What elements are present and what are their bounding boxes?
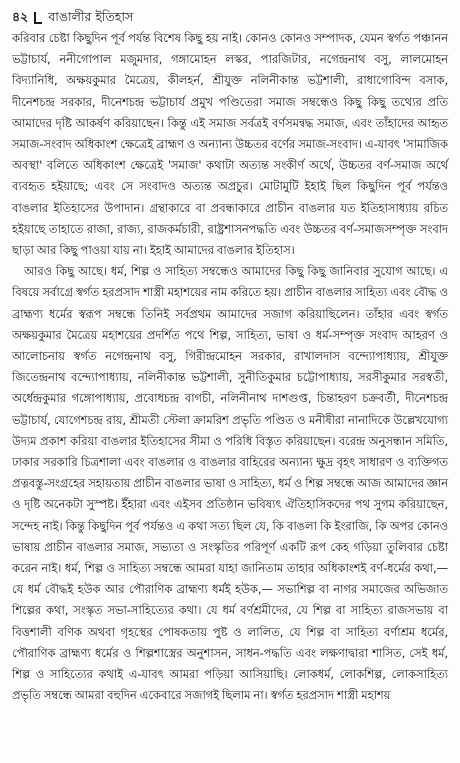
paragraph-1: করিবার চেষ্টা কিছুদিন পূর্ব পর্যন্ত বিশেষ কিছু হয় নাই। কোনও কোনও সম্পাদক, যেমন স্বর্গত পঞ্চানন ভট্টাচার্য, ননীগোপাল মজুমদার, গঙ্গামোহন লস্কর, পারজিটার, নগেন্দ্রনাথ বসু, লালমোহন বিদ্যানিধি, অক্ষয়কুমার মৈত্রেয়, কীলহর্ন, শ্রীযুক্ত নলিনীকান্ত ভট্টশালী, রাধাগোবিন্দ বসাক, দীনেশচন্দ্র সরকার, দীনেশচন্দ্র ভট্টাচার্য প্রমুখ পণ্ডিতেরা সমাজ সম্বন্ধেও কিছু কিছু তথ্যের প্রতি আমাদের দৃষ্টি আকর্ষণ করিয়াছেন। কিন্তু এই সমাজ সর্বত্রই বর্ণসমন্বদ্ধ সমাজ, এবং তাঁহাদের আহৃত সমাজ-সংবাদ অধিকাংশ ক্ষেত্রেই ব্রাহ্মণ ও অন্যান্য উচ্চতর বর্ণের সমাজ-সংবাদ। এ-যাবৎ 'সামাজিক অবস্থা' বলিতে অধিকাংশ ক্ষেত্রেই 'সমাজ' কথাটা অত্যন্ত সংকীর্ণ অর্থে, উচ্চতর বর্ণ-সমাজ অর্থে ব্যবহৃত হইয়াছে; এবং সে সংবাদও অত্যন্ত অপ্রচুর। মোটামুটি ইহাই ছিল কিছুদিন পূর্ব পর্যন্তও বাঙলার ইতিহাসের উপাদান। গ্রন্থাকারে বা প্রবন্ধাকারে প্রাচীন বাঙলার যত ইতিহাসাধ্যায় রচিত হইয়াছে তাহাতে রাজা, রাজ্য, রাজকর্মচারী, রাষ্ট্রশাসনপদ্ধতি এবং উচ্চতর বর্ণ-সমাজসম্পৃক্ত সংবাদ ছাড়া আর কিছু পাওয়া যায় না। ইহাই আমাদের বাঙলার ইতিহাস। — [12, 31, 448, 258]
paragraph-2: আরও কিছু আছে। ধর্ম, শিল্প ও সাহিত্য সম্বন্ধেও আমাদের কিছু কিছু জানিবার সুযোগ আছে। এ বিষয়ে সর্বাগ্রে স্বর্গত হরপ্রসাদ শাস্ত্রী মহাশয়ের নাম করিতে হয়। প্রাচীন বাঙলার সাহিত্য এবং বৌদ্ধ ও ব্রাহ্মণ্য ধর্মের স্বরূপ সম্বন্ধে তিনিই সর্বপ্রথম আমাদের সজাগ করিয়াছিলেন। তাঁহার এবং স্বর্গত অক্ষয়কুমার মৈত্রেয় মহাশয়ের প্রদর্শিত পথে শিল্প, সাহিত্য, ভাষা ও ধর্ম-সম্পৃক্ত সংবাদ আহরণ ও আলোচনায় স্বর্গত নগেন্দ্রনাথ বসু, গিরীন্দ্রমোহন সরকার, রাখালদাস বন্দ্যোপাধ্যায়, শ্রীযুক্ত জিতেন্দ্রনাথ বন্দ্যোপাধ্যায়, নলিনীকান্ত ভট্টশালী, সুনীতিকুমার চট্টোপাধ্যায়, সরসীকুমার সরস্বতী, অর্ধেন্দ্রকুমার গঙ্গোপাধ্যায়, প্রবোধচন্দ্র বাগচী, নলিনীনাথ দাশগুপ্ত, চিন্তাহরণ চক্রবর্তী, দীনেশচন্দ্র ভট্টাচার্য, যোগেশচন্দ্র রায়, শ্রীমতী স্টেলা ক্রামরিশ প্রভৃতি পণ্ডিত ও মনীষীরা নানাদিকে উল্লেখযোগ্য উদ্যম প্রকাশ করিয়া বাঙলার ইতিহাসের সীমা ও পরিধি বিস্তৃত করিয়াছেন। বরেন্দ্র অনুসন্ধান সমিতি, ঢাকার সরকারি চিত্রশালা এবং বাঙলার ও বাঙলার বাহিরের অন্যান্য ক্ষুদ্র বৃহৎ সাধারণ ও ব্যক্তিগত প্রত্নবস্তু-সংগ্রহের সহায়তায় প্রাচীন বাঙলার ভাষা ও সাহিত্য, ধর্ম ও শিল্প সম্বন্ধে আজ আমাদের জ্ঞান ও দৃষ্টি অনেকটা সুস্পষ্ট। ইঁহারা এবং এইসব প্রতিষ্ঠান ভবিষ্যৎ ঐতিহাসিকদের পথ সুগম করিয়াছেন, সন্দেহ নাই। কিন্তু কিছুদিন পূর্ব পর্যন্তও এ কথা সত্য ছিল যে, কি বাঙলা কি ইংরাজি, কি অপর কোনও ভাষায় প্রাচীন বাঙলার সমাজ, সভ্যতা ও সংস্কৃতির পরিপূর্ণ একটি রূপ কেহ গড়িয়া তুলিবার চেষ্টা করেন নাই। ধর্ম, শিল্প ও সাহিত্য সম্বন্ধে আমরা যাহা জানিতাম তাহার অধিকাংশই বর্ণ-ধর্মের কথা,—যে ধর্ম বৌদ্ধই হউক আর পৌরাণিক ব্রাহ্মণ্য ধর্মই হউক,— সভাশিল্প বা নাগর সমাজের অভিজাত শিল্পের কথা, সংস্কৃত সভা-সাহিত্যের কথা। যে ধর্ম বর্ণশ্রমীদের, যে শিল্প বা সাহিত্য রাজসভায় বা বিত্তশালী বণিক অথবা গৃহস্থের পোষকতায় পুষ্ট ও লালিত, যে শিল্প বা সাহিত্য বর্ণাশ্রম ধর্মের, পৌরাণিক ব্রাহ্মণ্য ধর্মের ও শিল্পশাস্ত্রের অনুশাসন, সাধন-পদ্ধতি এবং লক্ষণাদ্বারা শাসিত, সেই ধর্ম, শিল্প ও সাহিত্যের কথাই এ-যাবৎ আমরা পড়িয়া আসিয়াছি। লোকধর্ম, লোকশিল্প, লোকসাহিত্য প্রভৃতি সম্বন্ধে আমরা বহুদিন একেবারে সজাগই ছিলাম না। স্বর্গত হরপ্রসাদ শাস্ত্রী মহাশয় — [12, 264, 448, 703]
header-corner-mark — [34, 12, 42, 24]
running-title: বাঙালীর ইতিহাস — [48, 9, 134, 24]
page-number: ৪২ — [12, 9, 29, 24]
running-header — [12, 6, 448, 28]
book-page — [12, 6, 448, 707]
